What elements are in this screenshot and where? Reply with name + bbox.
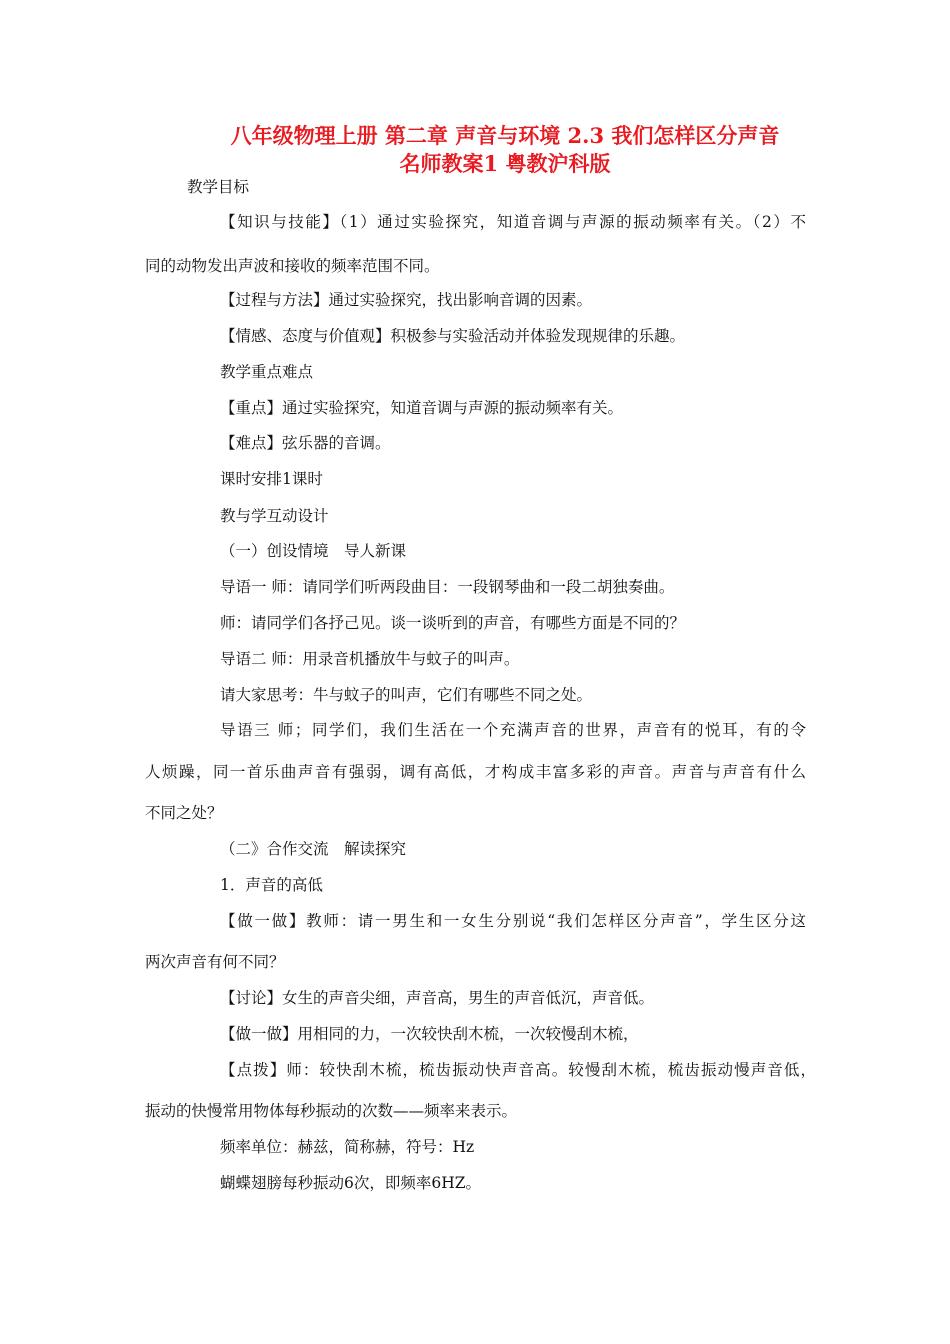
document-title-line-2: 名师教案1 粤教沪科版	[399, 151, 611, 176]
paragraph-knowledge-line-1: 【知识与技能】（1）通过实验探究，知道音调与声源的振动频率有关。（2）不	[220, 213, 806, 231]
paragraph-key-point: 【重点】通过实验探究，知道音调与声源的振动频率有关。	[220, 399, 624, 417]
paragraph-intro-1b: 师：请同学们各抒己见。谈一谈听到的声音，有哪些方面是不同的？	[220, 614, 686, 632]
paragraph-difficult-point: 【难点】弦乐器的音调。	[220, 434, 391, 452]
heading-design: 教与学互动设计	[220, 507, 329, 525]
heading-section-2: （二》合作交流 解读探究	[220, 840, 407, 858]
heading-item-1: 1．声音的高低	[220, 876, 323, 894]
paragraph-butterfly: 蝴蝶翅膀每秒振动6次，即频率6HZ。	[220, 1174, 482, 1192]
paragraph-doit-1-line-2: 两次声音有何不同？	[145, 953, 285, 971]
paragraph-unit: 频率单位：赫兹，简称赫，符号：Hz	[220, 1138, 475, 1156]
paragraph-emotion: 【情感、态度与价值观】积极参与实验活动并体验发现规律的乐趣。	[220, 327, 686, 345]
paragraph-schedule: 课时安排1课时	[220, 470, 323, 488]
paragraph-hint-line-1: 【点拨】师：较快刮木梳，梳齿振动快声音高。较慢刮木梳，梳齿振动慢声音低，	[220, 1061, 816, 1079]
heading-section-1: （一）创设情境 导人新课	[220, 542, 407, 560]
paragraph-doit-2: 【做一做】用相同的力，一次较快刮木梳，一次较慢刮木梳，	[220, 1025, 639, 1043]
paragraph-intro-2b: 请大家思考：牛与蚊子的叫声，它们有哪些不同之处。	[220, 686, 593, 704]
document-title-line-1: 八年级物理上册 第二章 声音与环境 2.3 我们怎样区分声音	[230, 123, 780, 148]
heading-teaching-goal: 教学目标	[187, 178, 250, 196]
paragraph-intro-3-line-3: 不同之处？	[145, 804, 223, 822]
paragraph-discuss: 【讨论】女生的声音尖细，声音高，男生的声音低沉，声音低。	[220, 989, 655, 1007]
heading-key-difficult: 教学重点难点	[220, 363, 314, 381]
paragraph-doit-1-line-1: 【做一做】教师：请一男生和一女生分别说“我们怎样区分声音”，学生区分这	[220, 912, 806, 930]
paragraph-intro-3-line-2: 人烦躁，同一首乐曲声音有强弱，调有高低，才构成丰富多彩的声音。声音与声音有什么	[145, 763, 806, 781]
paragraph-hint-line-2: 振动的快慢常用物体每秒振动的次数——频率来表示。	[145, 1102, 518, 1120]
paragraph-knowledge-line-2: 同的动物发出声波和接收的频率范围不同。	[145, 257, 440, 275]
paragraph-process: 【过程与方法】通过实验探究，找出影响音调的因素。	[220, 291, 593, 309]
paragraph-intro-1: 导语一 师：请同学们听两段曲目：一段钢琴曲和一段二胡独奏曲。	[220, 578, 675, 596]
paragraph-intro-3-line-1: 导语三 师；同学们，我们生活在一个充满声音的世界，声音有的悦耳，有的令	[220, 721, 806, 739]
paragraph-intro-2: 导语二 师：用录音机播放牛与蚊子的叫声。	[220, 650, 520, 668]
